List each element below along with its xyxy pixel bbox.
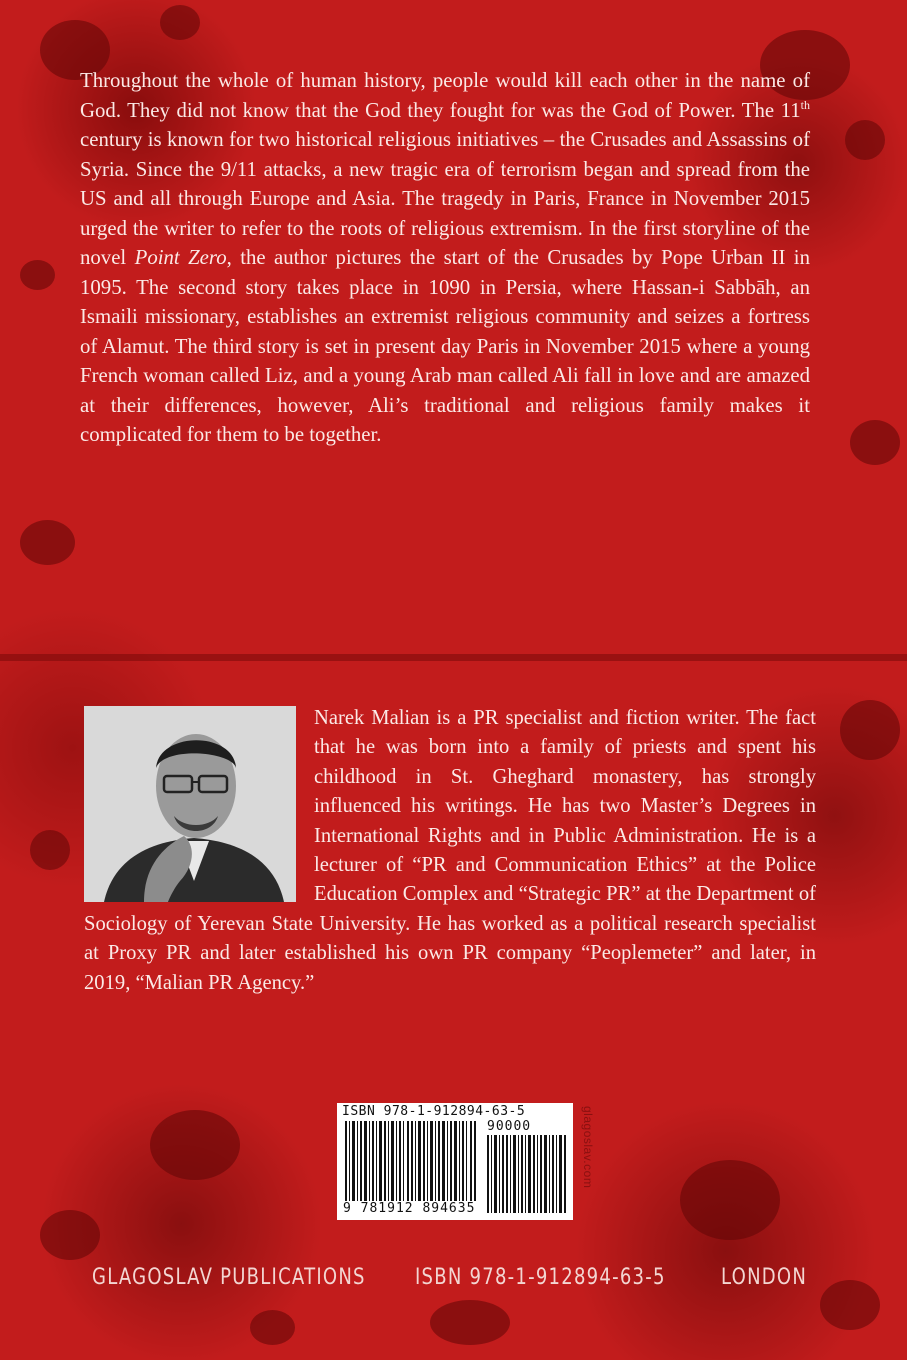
book-blurb bbox=[80, 66, 810, 450]
blurb-superscript: th bbox=[800, 97, 810, 112]
blot-decoration bbox=[20, 260, 55, 290]
blurb-text-part2: century is known for two historical religious initiatives – the Crusades and Assassins of Syria. Since the 9/11 attacks, a new tragic era of terrorism began and spread from the US and all through Europe and Asia. The tragedy in Paris, France in November 2015 urged the writer to refer to the roots of religious extremism. In the first storyline of the novel bbox=[80, 128, 810, 269]
barcode-bars bbox=[343, 1121, 483, 1213]
blot-decoration bbox=[30, 830, 70, 870]
bio-text: Narek Malian is a PR specialist and fiction writer. The fact that he was born into a family of priests and spent his childhood in St. Gheghard monastery, has strongly influenced his writings. He has two Master’s Degrees in International Rights and in Public Administration. He is a lecturer of “PR and Communication Ethics” at the Police Education Complex and “Strategic PR” at the Department of Sociology of Yerevan State University. He has worked as a political research specialist at Proxy PR and later established his own PR company “Peoplemeter” and later, in 2019, “Malian PR Agency.” bbox=[84, 707, 816, 994]
blot-decoration bbox=[160, 5, 200, 40]
barcode-isbn-label: ISBN 978-1-912894-63-5 bbox=[342, 1104, 526, 1119]
author-photo bbox=[84, 706, 296, 902]
blurb-text-part3: , the author pictures the start of the Crusades by Pope Urban II in 1095. The second story takes place in 1090 in Persia, where Hassan-i Sabbāh, an Ismaili missionary, establishes an extremist religious community and seizes a fortress of Alamut. The third story is set in present day Paris in November 2015 where a young French woman called Liz, and a young Arab man called Ali fall in love and are amazed at their differences, however, Ali’s traditional and religious family makes it complicated for them to be together. bbox=[80, 246, 810, 446]
blot-decoration bbox=[150, 1110, 240, 1180]
barcode-ean-number: 9 781912 894635 bbox=[343, 1201, 476, 1216]
blot-decoration bbox=[250, 1310, 295, 1345]
blot-decoration bbox=[40, 1210, 100, 1260]
blot-decoration bbox=[840, 700, 900, 760]
addon-barcode-bars bbox=[487, 1135, 567, 1213]
blot-decoration bbox=[820, 1280, 880, 1330]
barcode-price-code: 90000 bbox=[487, 1119, 532, 1134]
footer-isbn: ISBN 978-1-912894-63-5 bbox=[415, 1265, 666, 1290]
blot-decoration bbox=[20, 520, 75, 565]
footer-publisher: GLAGOSLAV PUBLICATIONS bbox=[92, 1265, 366, 1290]
book-title: Point Zero bbox=[134, 246, 227, 269]
blot-decoration bbox=[680, 1160, 780, 1240]
author-bio bbox=[84, 704, 816, 998]
blot-decoration bbox=[845, 120, 885, 160]
barcode-box bbox=[337, 1103, 573, 1220]
blurb-text-part1: Throughout the whole of human history, people would kill each other in the name of God. They did not know that the God they fought for was the God of Power. The 11 bbox=[80, 69, 810, 122]
footer-city: LONDON bbox=[721, 1265, 808, 1290]
section-divider bbox=[0, 654, 907, 661]
blot-decoration bbox=[850, 420, 900, 465]
blot-decoration bbox=[430, 1300, 510, 1345]
publisher-website: glagoslav.com bbox=[581, 1106, 595, 1189]
